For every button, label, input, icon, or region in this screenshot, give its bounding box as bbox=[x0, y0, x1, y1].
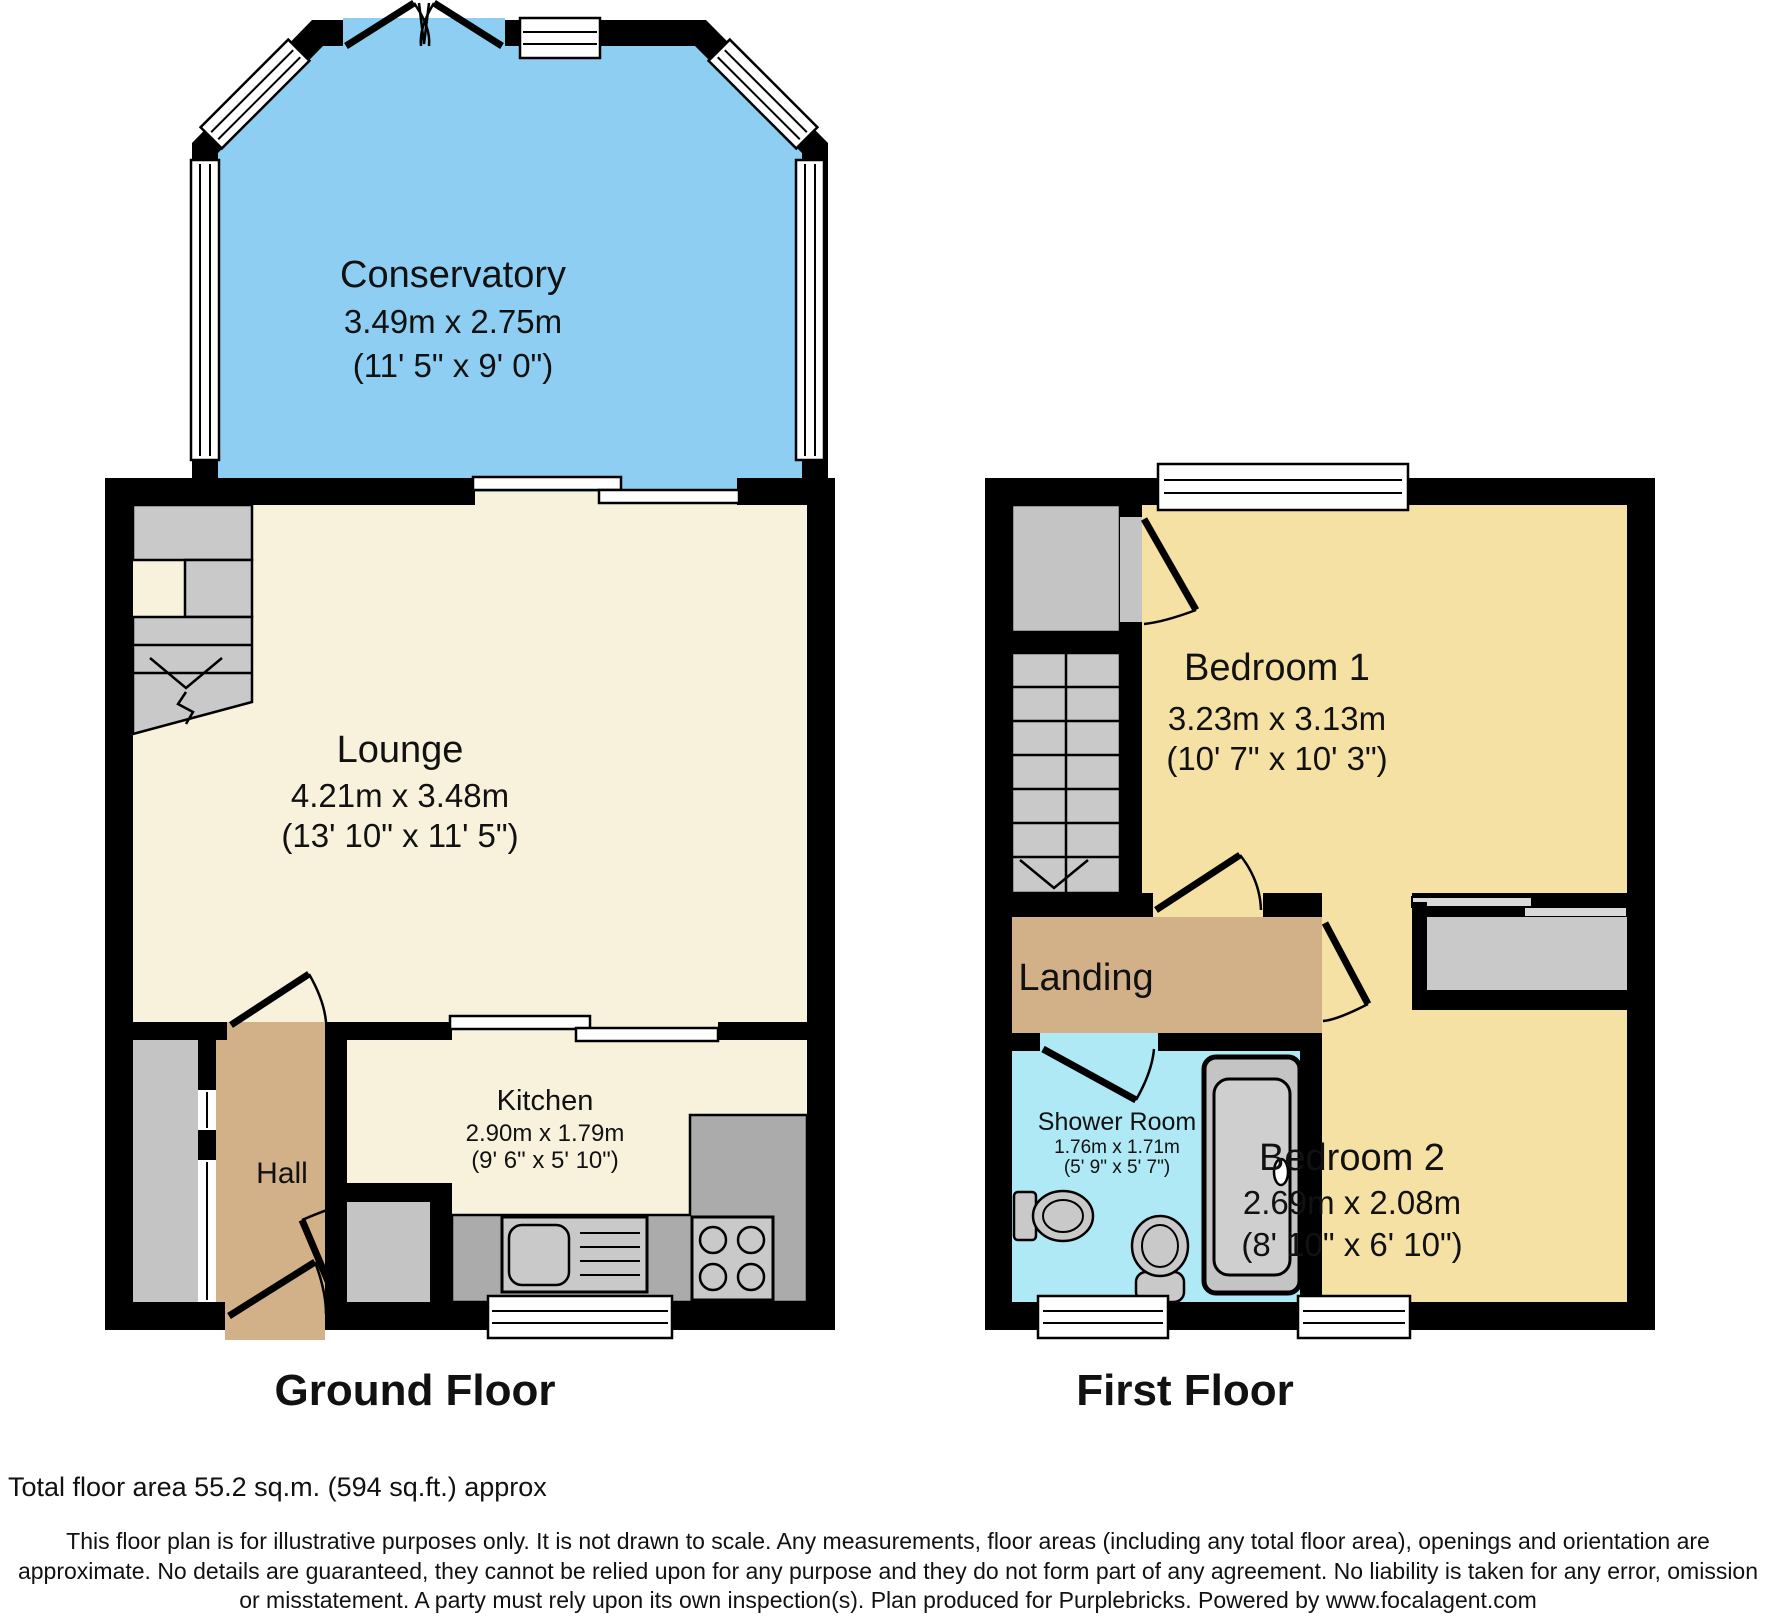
conservatory-window-top bbox=[520, 18, 600, 58]
shower-door-opening bbox=[1040, 1033, 1158, 1051]
shower-room-dim-imperial: (5' 9" x 5' 7") bbox=[1063, 1157, 1171, 1178]
lounge-label: Lounge bbox=[336, 729, 464, 771]
cupboard-right-wall bbox=[430, 1183, 452, 1302]
bedroom1-label: Bedroom 1 bbox=[1184, 647, 1370, 689]
first-floor-plan bbox=[985, 464, 1655, 1415]
hall-cupboard bbox=[347, 1202, 430, 1302]
first-cupboard-overstairs bbox=[1012, 505, 1120, 632]
ground-stairs bbox=[133, 505, 252, 734]
bedroom2-doorway-floor bbox=[1322, 893, 1412, 917]
lounge-dim-imperial: (13' 10" x 11' 5") bbox=[281, 817, 519, 854]
wardrobe-sliding-track-2 bbox=[1524, 907, 1627, 917]
basin bbox=[1132, 1216, 1188, 1302]
first-floor-title: First Floor bbox=[1076, 1366, 1294, 1415]
cupboard-door-opening bbox=[1120, 517, 1142, 622]
first-stairs bbox=[1012, 653, 1120, 893]
kitchen-dim-metric: 2.90m x 1.79m bbox=[465, 1120, 625, 1147]
shower-room-dim-metric: 1.76m x 1.71m bbox=[1054, 1137, 1180, 1158]
conservatory-window-left bbox=[191, 160, 219, 460]
ground-floor-title: Ground Floor bbox=[274, 1366, 556, 1415]
patio-sliding-door bbox=[473, 477, 739, 505]
bedroom2-label: Bedroom 2 bbox=[1259, 1137, 1445, 1179]
kitchen-dim-imperial: (9' 6" x 5' 10") bbox=[471, 1147, 619, 1174]
wardrobe-bottom-wall bbox=[1412, 990, 1627, 1010]
kitchen-sink bbox=[502, 1217, 647, 1292]
bedroom1-dim-imperial: (10' 7" x 10' 3") bbox=[1166, 740, 1388, 777]
disclaimer-line-3: or misstatement. A party must rely upon its own inspection(s). Plan produced for Purplebricks. Powered by www.focalagent.com bbox=[239, 1587, 1537, 1613]
conservatory-window-right bbox=[796, 160, 824, 460]
disclaimer-line-2: approximate. No details are guaranteed, they cannot be relied upon for any purpose and they do not form part of any agreement. No liability is taken for any error, omission bbox=[17, 1558, 1759, 1584]
wardrobe-interior bbox=[1427, 917, 1627, 990]
conservatory-dim-metric: 3.49m x 2.75m bbox=[343, 303, 563, 340]
bedroom1-floor bbox=[1142, 505, 1627, 893]
kitchen-hall-wall bbox=[325, 1040, 347, 1183]
conservatory-dim-imperial: (11' 5" x 9' 0") bbox=[352, 347, 554, 384]
shower-room-label: Shower Room bbox=[1037, 1108, 1197, 1136]
kitchen-window bbox=[488, 1296, 672, 1338]
store-door bbox=[198, 1040, 216, 1302]
disclaimer-line-1: This floor plan is for illustrative purposes only. It is not drawn to scale. Any measurements, floor areas (including any total floor area), openings and orientation are bbox=[66, 1528, 1710, 1554]
kitchen-label: Kitchen bbox=[496, 1085, 594, 1117]
bedroom2-dim-metric: 2.69m x 2.08m bbox=[1242, 1184, 1462, 1221]
ground-floor-plan bbox=[105, 3, 835, 1415]
shower-room-window bbox=[1038, 1296, 1168, 1338]
bedroom1-window bbox=[1158, 464, 1408, 510]
porch-store-floor bbox=[133, 1040, 198, 1302]
hall-door-opening bbox=[227, 1022, 325, 1040]
bedroom1-dim-metric: 3.23m x 3.13m bbox=[1167, 700, 1387, 737]
wardrobe-sliding-track-1 bbox=[1412, 897, 1532, 907]
landing-label: Landing bbox=[1018, 957, 1154, 999]
bedroom2-dim-imperial: (8' 10" x 6' 10") bbox=[1241, 1226, 1463, 1263]
hall-label: Hall bbox=[256, 1157, 308, 1190]
bedroom2-window bbox=[1298, 1296, 1410, 1338]
kitchen-hob bbox=[692, 1217, 773, 1300]
toilet bbox=[1014, 1191, 1093, 1241]
conservatory-label: Conservatory bbox=[340, 254, 566, 296]
total-floor-area: Total floor area 55.2 sq.m. (594 sq.ft.) approx bbox=[8, 1472, 547, 1502]
footer bbox=[8, 1472, 1758, 1613]
lounge-dim-metric: 4.21m x 3.48m bbox=[290, 777, 510, 814]
